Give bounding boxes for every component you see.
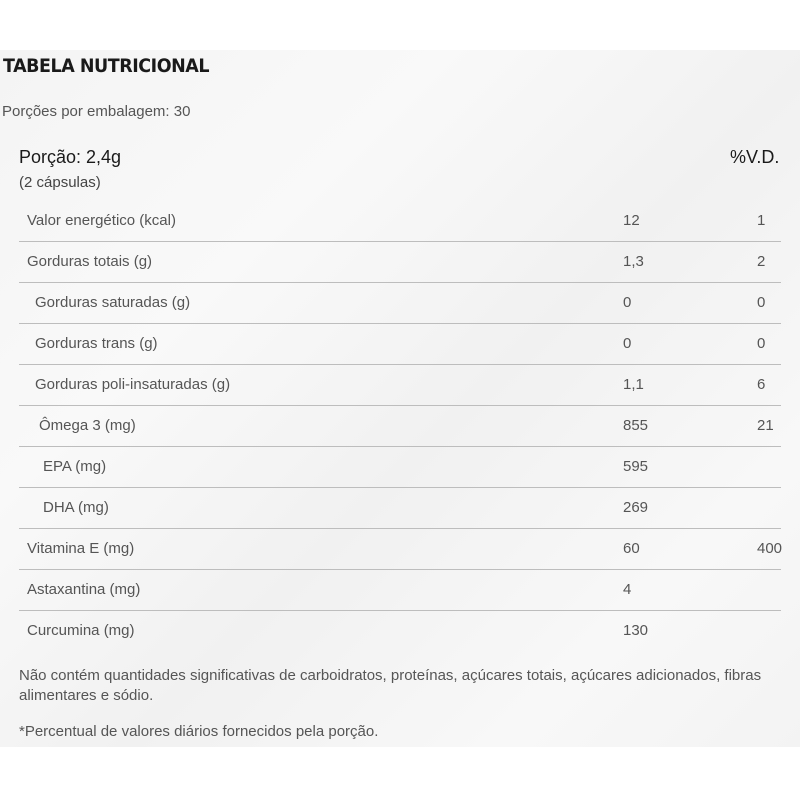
nutrient-name: Ômega 3 (mg)	[39, 417, 136, 434]
table-row	[19, 528, 781, 569]
table-row	[19, 405, 781, 446]
nutrient-vd: 0	[757, 294, 766, 311]
nutrient-amount: 0	[623, 294, 632, 311]
nutrition-note: Não contém quantidades significativas de carboidratos, proteínas, açúcares totais, açúcares adicionados, fibras alimentares e sódio.	[19, 667, 762, 704]
table-row	[19, 610, 781, 651]
nutrient-name: Gorduras saturadas (g)	[35, 294, 191, 311]
nutrient-vd: 2	[757, 253, 766, 270]
nutrient-amount: 1,1	[623, 376, 644, 393]
nutrient-vd: 0	[757, 335, 766, 352]
nutrient-name: Astaxantina (mg)	[27, 581, 141, 598]
nutrition-table	[19, 201, 781, 651]
nutrient-name: Gorduras totais (g)	[27, 253, 153, 270]
nutrient-name: Gorduras trans (g)	[35, 335, 158, 352]
nutrient-amount: 269	[623, 499, 649, 516]
nutrient-amount: 1,3	[623, 253, 644, 270]
table-row	[19, 487, 781, 528]
nutrient-name: Vitamina E (mg)	[27, 540, 135, 557]
nutrient-name: Gorduras poli-insaturadas (g)	[35, 376, 231, 393]
table-row	[19, 364, 781, 405]
nutrient-name: EPA (mg)	[43, 458, 107, 475]
nutrient-name: DHA (mg)	[43, 499, 109, 516]
nutrient-vd: 1	[757, 212, 766, 229]
page-title: TABELA NUTRICIONAL	[3, 55, 210, 77]
nutrient-amount: 12	[623, 212, 640, 229]
nutrient-amount: 0	[623, 335, 632, 352]
nutrient-amount: 855	[623, 417, 649, 434]
table-row	[19, 323, 781, 364]
nutrient-amount: 130	[623, 622, 649, 639]
nutrient-name: Curcumina (mg)	[27, 622, 135, 639]
table-row	[19, 446, 781, 487]
nutrient-vd: 21	[757, 417, 774, 434]
servings-per-package: Porções por embalagem: 30	[2, 103, 191, 120]
nutrient-vd: 6	[757, 376, 766, 393]
nutrient-vd: 400	[757, 540, 783, 557]
nutrient-amount: 595	[623, 458, 649, 475]
table-row	[19, 569, 781, 610]
table-row	[19, 241, 781, 282]
table-row	[19, 201, 781, 241]
table-row	[19, 282, 781, 323]
nutrient-amount: 60	[623, 540, 640, 557]
portion-subtitle: (2 cápsulas)	[19, 174, 101, 191]
nutrient-amount: 4	[623, 581, 632, 598]
portion-label: Porção: 2,4g	[19, 147, 122, 167]
nutrient-name: Valor energético (kcal)	[27, 212, 176, 229]
footnote: *Percentual de valores diários fornecidos pela porção.	[19, 723, 379, 740]
vd-column-header: %V.D.	[730, 147, 780, 167]
